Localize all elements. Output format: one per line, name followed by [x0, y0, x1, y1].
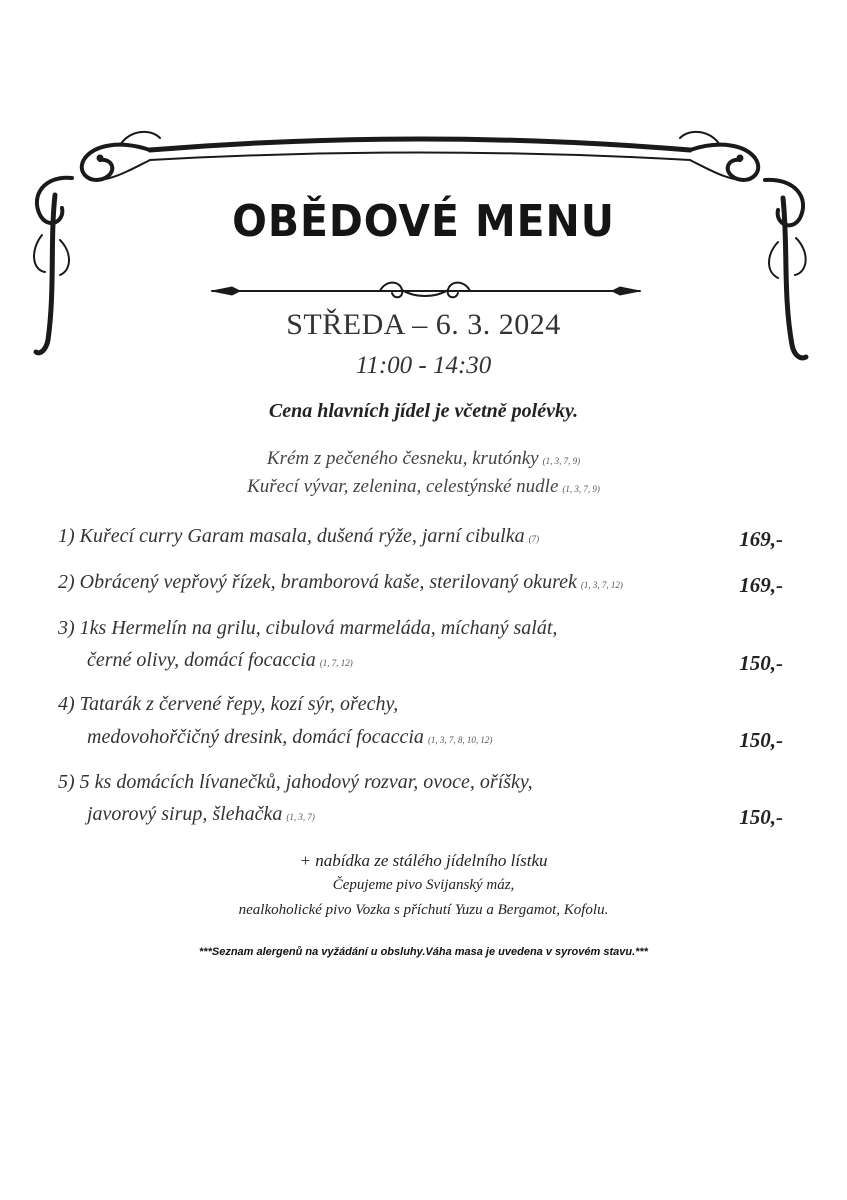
soup-name: Krém z pečeného česneku, krutónky [266, 448, 539, 469]
allergen-codes: (1, 7, 12) [319, 658, 353, 668]
allergen-codes: (1, 3, 7, 9) [562, 484, 600, 494]
dish-item-continued [87, 726, 492, 749]
allergen-disclaimer: ***Seznam alergenů na vyžádání u obsluhy.Váha masa je uvedena v syrovém stavu.*** [199, 946, 648, 958]
dish-description: medovohořčičný dresink, domácí focaccia [87, 726, 424, 748]
dish-item [58, 771, 533, 794]
dish-item [58, 693, 398, 716]
price-note: Cena hlavních jídel je včetně polévky. [268, 400, 579, 422]
allergen-codes: (7) [528, 534, 540, 544]
dish-price: 169,- [739, 527, 783, 551]
dish-description: javorový sirup, šlehačka [87, 803, 283, 825]
dish-price: 150,- [739, 651, 783, 675]
dish-description: 4) Tatarák z červené řepy, kozí sýr, ořechy, [58, 693, 399, 715]
dish-description: černé olivy, domácí focaccia [87, 649, 316, 671]
allergen-codes: (1, 3, 7, 12) [580, 580, 623, 590]
allergen-codes: (1, 3, 7, 8, 10, 12) [427, 735, 493, 745]
dish-description: 3) 1ks Hermelín na grilu, cibulová marmeláda, míchaný salát, [58, 617, 558, 639]
dish-description: 2) Obrácený vepřový řízek, bramborová kaše, sterilovaný okurek [58, 571, 577, 593]
dish-price: 169,- [739, 573, 783, 597]
dish-description: 5) 5 ks domácích lívanečků, jahodový rozvar, ovoce, oříšky, [58, 771, 533, 793]
dish-item-continued [87, 803, 315, 826]
serving-hours: 11:00 - 14:30 [355, 352, 492, 379]
dish-description: 1) Kuřecí curry Garam masala, dušená rýže, jarní cibulka [58, 525, 525, 547]
allergen-codes: (1, 3, 7) [286, 812, 315, 822]
menu-day-date: STŘEDA – 6. 3. 2024 [286, 308, 561, 341]
page-title: OBĚDOVÉ MENU [232, 196, 615, 247]
allergen-codes: (1, 3, 7, 9) [542, 456, 581, 466]
drinks-note: nealkoholické pivo Vozka s příchutí Yuzu a Bergamot, Kofolu. [238, 902, 609, 918]
beer-note: Čepujeme pivo Svijanský máz, [332, 877, 515, 893]
dish-item-continued [87, 649, 353, 672]
standard-menu-note: + nabídka ze stálého jídelního lístku [299, 851, 548, 870]
soup-item [0, 476, 847, 498]
dish-item [58, 571, 623, 594]
dish-price: 150,- [739, 728, 783, 752]
soup-item [0, 448, 847, 470]
dish-item [58, 525, 539, 548]
dish-item [58, 617, 557, 640]
dish-price: 150,- [739, 805, 783, 829]
soup-name: Kuřecí vývar, zelenina, celestýnské nudle [247, 476, 559, 497]
